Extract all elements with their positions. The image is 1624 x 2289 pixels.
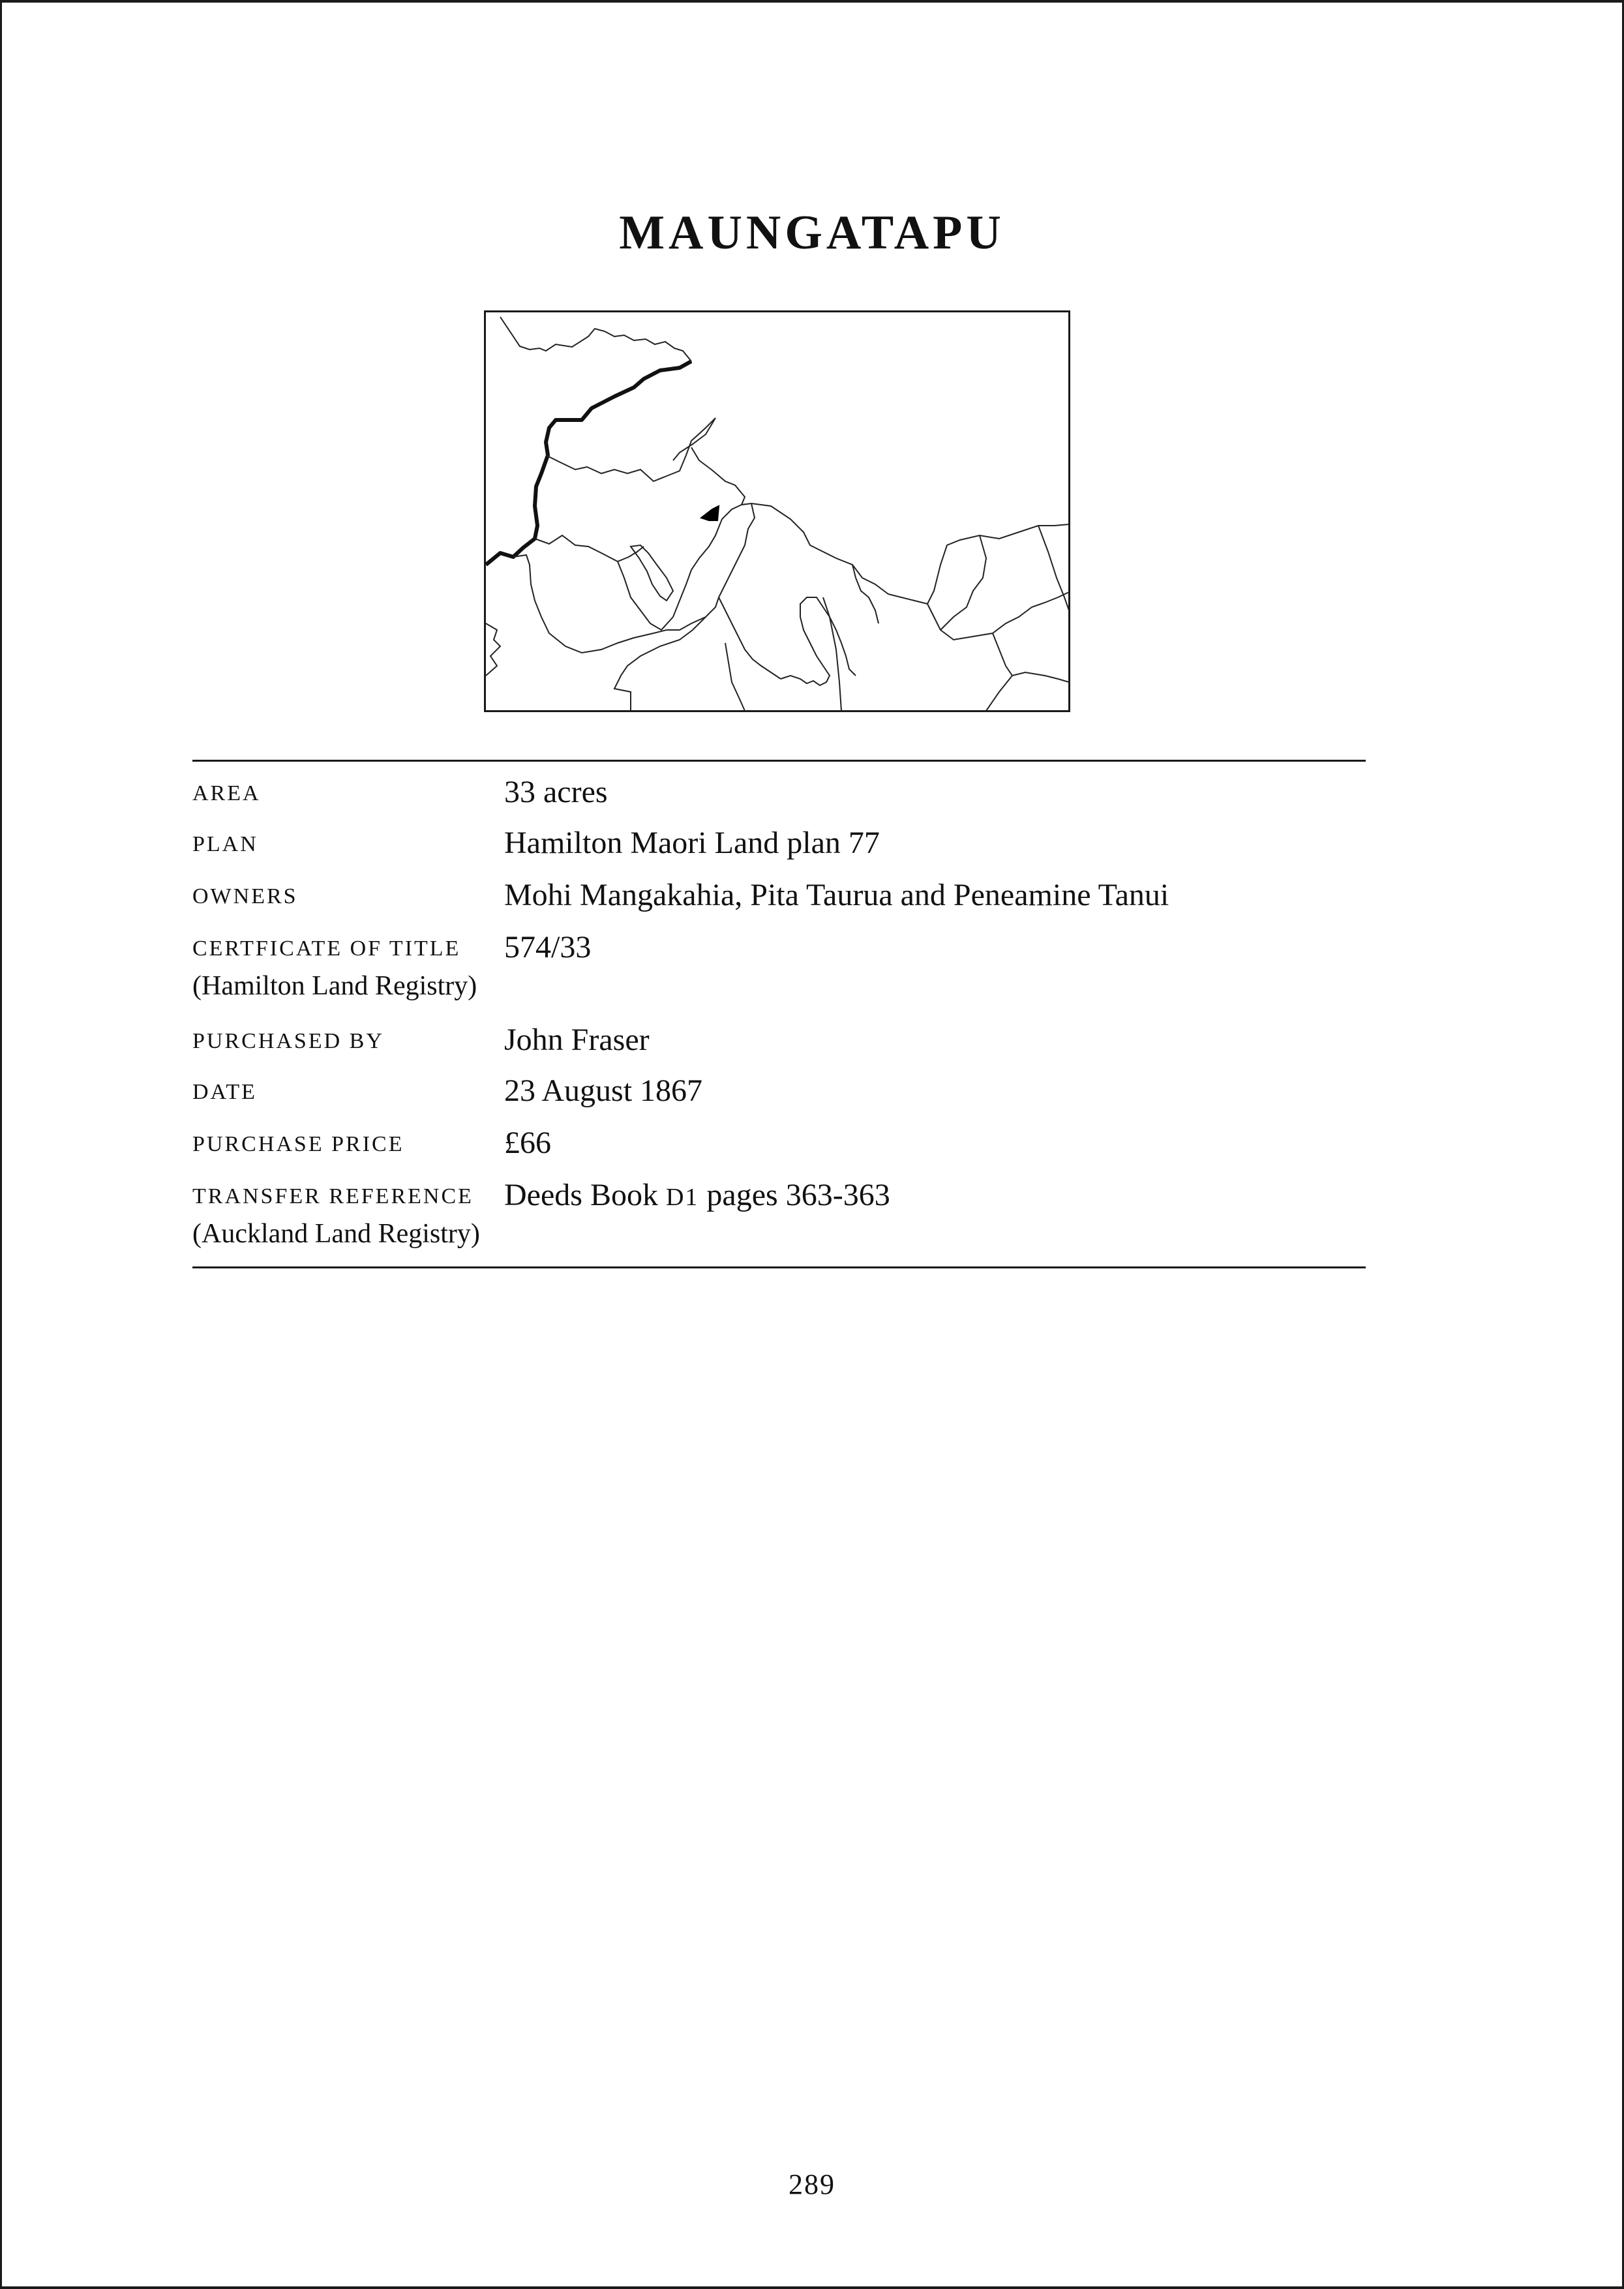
map-inlet: [513, 503, 755, 653]
map-boundary-heavy: [486, 361, 691, 565]
date-label: DATE: [192, 1080, 257, 1104]
map-boundary-se: [993, 633, 1069, 682]
area-value: 33 acres: [504, 775, 608, 809]
locator-map: [484, 310, 1070, 712]
map-lake: [618, 503, 751, 630]
scan-edge-top: [0, 0, 1624, 3]
transfer-label: TRANSFER REFERENCE: [192, 1184, 474, 1208]
page-title: MAUNGATAPU: [619, 206, 1005, 260]
area-label: AREA: [192, 781, 261, 805]
transfer-value-suffix: pages 363-363: [706, 1178, 890, 1212]
scan-edge-left: [0, 0, 2, 2289]
page-number: 289: [789, 2168, 835, 2200]
map-boundary-east: [927, 592, 1069, 640]
record-table: [192, 760, 1366, 1268]
map-estuary: [781, 597, 856, 685]
map-frame: [485, 312, 1070, 711]
map-coast-west: [486, 623, 500, 676]
map-boundary-east-2: [940, 535, 986, 630]
price-value: £66: [504, 1126, 551, 1160]
plan-value: Hamilton Maori Land plan 77: [504, 826, 880, 860]
map-boundary-se-2: [986, 676, 1012, 711]
purchased-by-value: John Fraser: [504, 1023, 650, 1057]
map-inner-1: [546, 418, 715, 481]
map-coast-north: [500, 317, 691, 361]
map-lake-inner: [631, 545, 673, 601]
transfer-value: [504, 1177, 890, 1216]
map-inner-south: [719, 597, 781, 679]
certificate-value: 574/33: [504, 930, 592, 965]
certificate-label: CERTFICATE OF TITLE: [192, 936, 461, 961]
map-bay: [751, 503, 1069, 604]
owners-value: Mohi Mangakahia, Pita Taurua and Peneamine Tanui: [504, 878, 1169, 912]
map-river-south-2: [725, 643, 745, 711]
transfer-sublabel: (Auckland Land Registry): [192, 1219, 480, 1249]
map-inner-3: [691, 447, 745, 505]
map-parcel-marker: [701, 506, 719, 520]
certificate-sublabel: (Hamilton Land Registry): [192, 971, 477, 1001]
transfer-value-prefix: Deeds Book: [504, 1178, 658, 1212]
scan-edge-bottom: [0, 2286, 1624, 2289]
owners-label: OWNERS: [192, 884, 298, 908]
plan-label: PLAN: [192, 832, 258, 856]
table-bottom-rule: [192, 1266, 1366, 1268]
map-river-east-1: [823, 597, 841, 711]
map-river-west: [535, 535, 644, 561]
transfer-value-book: D1: [665, 1184, 699, 1211]
map-boundary-east-3: [1038, 526, 1069, 610]
purchased-by-label: PURCHASED BY: [192, 1029, 384, 1053]
map-small-channel: [852, 565, 879, 623]
price-label: PURCHASE PRICE: [192, 1132, 404, 1156]
date-value: 23 August 1867: [504, 1073, 703, 1108]
